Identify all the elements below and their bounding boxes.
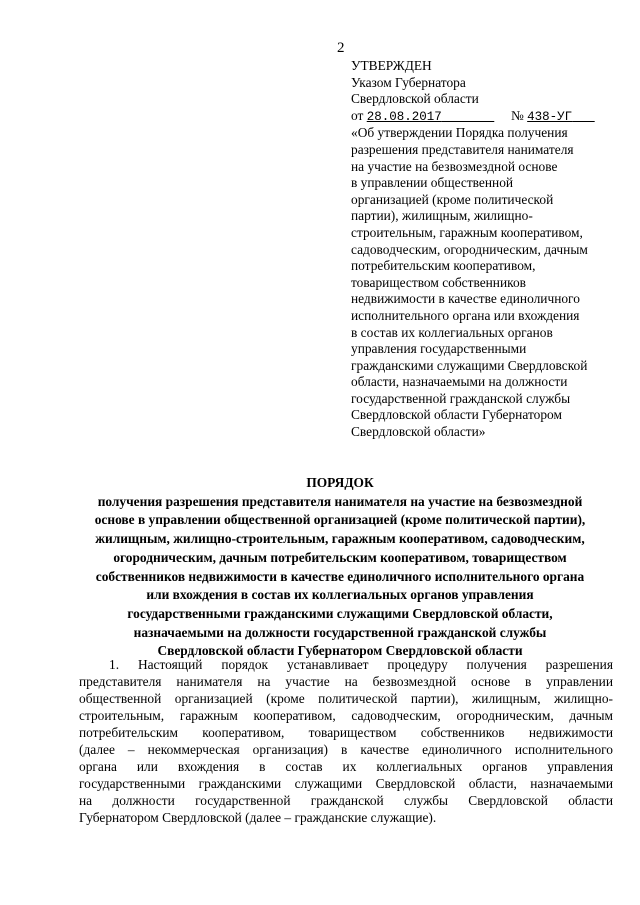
approval-title-line: недвижимости в качестве единоличного xyxy=(351,291,580,307)
heading-line: основе в управлении общественной организацией (кроме политической партии), xyxy=(94,512,586,528)
paragraph-line: органа или вхождения в состав их коллегиальных органов управления xyxy=(79,759,613,774)
paragraph-line: потребительским кооперативом, товариществом собственников недвижимости xyxy=(79,725,613,740)
heading-line: или вхождения в состав их коллегиальных органов управления xyxy=(146,587,534,603)
approval-title-line: разрешения представителя нанимателя xyxy=(351,141,574,157)
heading-line: получения разрешения представителя нанимателя на участие на безвозмездной xyxy=(97,493,583,509)
heading-line: государственными гражданскими служащими Свердловской области, xyxy=(127,605,553,621)
approval-title-line: организацией (кроме политической xyxy=(351,191,554,207)
approval-title-line: в состав их коллегиальных органов xyxy=(351,324,553,340)
heading-line: назначаемыми на должности государственной гражданской службы xyxy=(133,624,547,640)
approval-date-line xyxy=(351,108,621,126)
approval-title-line: на участие на безвозмездной основе xyxy=(351,158,558,174)
paragraph-line: представителя нанимателя на участие на безвозмездной основе в управлении xyxy=(79,674,613,689)
approval-title-line: партии), жилищным, жилищно- xyxy=(351,208,533,224)
paragraph-line: (далее – некоммерческая организация) в качестве единоличного исполнительного xyxy=(79,742,613,757)
approval-title-line: управления государственными xyxy=(351,341,527,357)
paragraph-line: на должности государственной гражданской службы Свердловской области xyxy=(79,793,613,808)
paragraph-line: 1. Настоящий порядок устанавливает процедуру получения разрешения xyxy=(109,657,613,672)
approval-title-line: исполнительного органа или вхождения xyxy=(351,307,580,323)
paragraph-line: государственными гражданскими служащими Свердловской области, назначаемыми xyxy=(79,776,613,791)
document-heading xyxy=(70,474,610,661)
approval-number: 438-УГ xyxy=(527,109,573,124)
paragraph-line: Губернатором Свердловской (далее – гражданские служащие). xyxy=(79,810,437,825)
approval-block xyxy=(351,58,621,441)
approval-title-line: Свердловской области» xyxy=(351,424,486,440)
paragraph-1 xyxy=(79,656,613,826)
document-title: ПОРЯДОК xyxy=(306,475,374,490)
page-number: 2 xyxy=(337,40,345,56)
approval-label: УТВЕРЖДЕН xyxy=(351,58,432,73)
approval-date: 28.08.2017 xyxy=(366,109,442,124)
heading-line: огородническим, дачным потребительским кооперативом, товариществом xyxy=(113,549,567,565)
approval-title-line: государственной гражданской службы xyxy=(351,390,571,406)
heading-line: жилищным, жилищно-строительным, гаражным кооперативом, садоводческим, xyxy=(95,531,585,547)
approval-line-1: Указом Губернатора xyxy=(351,74,466,90)
heading-line: собственников недвижимости в качестве единоличного исполнительного органа xyxy=(95,568,585,584)
approval-line-2: Свердловской области xyxy=(351,91,479,107)
approval-title-line: гражданскими служащими Свердловской xyxy=(351,357,588,373)
approval-title-line: «Об утверждении Порядка получения xyxy=(351,125,568,141)
number-prefix: № xyxy=(511,107,524,123)
approval-title-line: области, назначаемыми на должности xyxy=(351,374,568,390)
approval-title-line: в управлении общественной xyxy=(351,175,514,191)
approval-title-line: Свердловской области Губернатором xyxy=(351,407,562,423)
approval-title-line: товариществом собственников xyxy=(351,274,526,290)
date-prefix: от xyxy=(351,107,364,123)
approval-title-line: потребительским кооперативом, xyxy=(351,258,536,274)
heading-line: Свердловской области Губернатором Свердловской области xyxy=(157,643,523,659)
paragraph-line: общественной организацией (кроме политической партии), жилищным, жилищно- xyxy=(79,691,613,706)
paragraph-line: строительным, гаражным кооперативом, садоводческим, огородническим, дачным xyxy=(79,708,613,723)
approval-title-line: садоводческим, огородническим, дачным xyxy=(351,241,588,257)
approval-title-line: строительным, гаражным кооперативом, xyxy=(351,224,583,240)
